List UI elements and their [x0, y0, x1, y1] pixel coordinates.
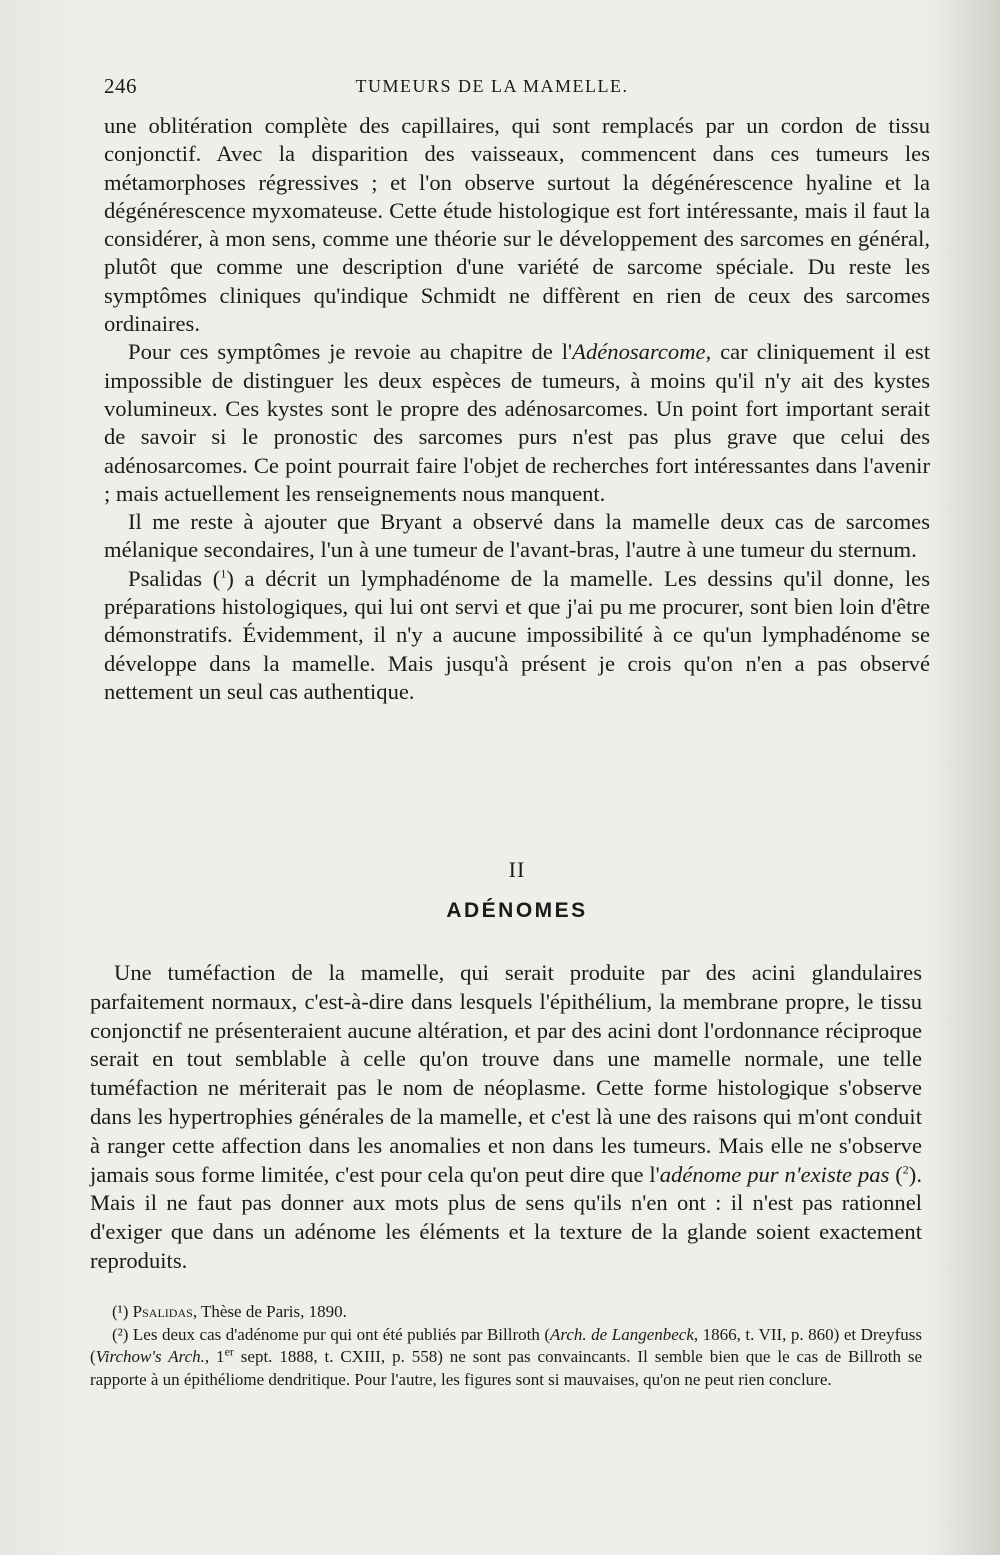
- footnote-2: [90, 1324, 922, 1392]
- paragraph-2-text-a: Pour ces symptômes je revoie au chapitre de l': [128, 339, 573, 365]
- paragraph-2-text-b: , car cliniquement il est impossible de distinguer les deux espèces de tumeurs, à moins qu'il n'y ait des kystes volumineux. Ces kystes sont le propre des adénosarcomes. Un point fort important serait de savoir si le pronostic des sarcomes purs n'est pas plus grave que celui des adénosarcomes. Ce point pourrait faire l'objet de recherches fort intéressantes dans l'avenir ; mais actuellement les renseignements nous manquent.: [104, 339, 930, 506]
- footnote-2-marker: (²): [112, 1324, 129, 1344]
- section-paragraph-text-b: ). Mais il ne faut pas donner aux mots plus de sens qu'ils n'en ont : il n'est pas rationnel d'exiger que dans un adénome les éléments et la texture de la glande soient exactement reproduits.: [90, 1161, 922, 1273]
- footnote-2-italic-a: Arch. de Langenbeck: [550, 1324, 694, 1344]
- footnote-ref-2: 2: [902, 1162, 909, 1177]
- footnote-ref-1: 1: [220, 566, 227, 581]
- section-number: II: [508, 857, 526, 882]
- page-header: [104, 74, 940, 104]
- footnote-2-text-d: sept. 1888, t. CXIII, p. 558) ne sont pas convaincants. Il semble bien que le cas de Billroth se rapporte à un épithéliome dendritique. Pour l'autre, les figures sont si mauvaises, qu'on ne peut rien conclure.: [90, 1347, 923, 1389]
- section-paragraph-1: [90, 959, 922, 1276]
- page-number: 246: [104, 74, 137, 98]
- section-paragraph-italic: adénome pur n'existe pas: [659, 1161, 890, 1187]
- page-edge-shadow: [930, 0, 1000, 1555]
- section-title: ADÉNOMES: [446, 899, 588, 922]
- paragraph-1-text: une oblitération complète des capillaires, qui sont remplacés par un cordon de tissu conjonctif. Avec la disparition des vaisseaux, commencent dans ces tumeurs les métamorphoses régressives ; et l'on observe surtout la dégénérescence hyaline et la dégénérescence myxomateuse. Cette étude histologique est fort intéressante, mais il faut la considérer, à mon sens, comme une théorie sur le développement des sarcomes en général, plutôt que comme une description d'une variété de sarcome spéciale. Du reste les symptômes cliniques qu'indique Schmidt ne diffèrent en rien de ceux des sarcomes ordinaires.: [104, 113, 930, 337]
- footnote-1-author: Psalidas: [132, 1302, 193, 1321]
- paragraph-2: [104, 338, 930, 508]
- paragraph-4: [104, 565, 930, 706]
- section-body: [90, 959, 922, 1276]
- footnote-1: [90, 1301, 922, 1324]
- footnote-2-sup: er: [224, 1344, 234, 1359]
- footnote-2-italic-b: Virchow's Arch.: [95, 1347, 205, 1366]
- paragraph-4-text-b: ) a décrit un lymphadénome de la mamelle. Les dessins qu'il donne, les préparations histologiques, qui lui ont servi et que j'ai pu me procurer, sont bien loin d'être démonstratifs. Évidemment, il n'y a aucune impossibilité à ce qu'un lymphadénome se développe dans la mamelle. Mais jusqu'à présent je crois qu'on n'en a pas observé nettement un seul cas authentique.: [104, 565, 931, 704]
- footnotes: [90, 1301, 922, 1391]
- section-paragraph-text-mid: (: [889, 1161, 903, 1187]
- paragraph-3-text: Il me reste à ajouter que Bryant a observé dans la mamelle deux cas de sarcomes mélanique secondaires, l'un à une tumeur de l'avant-bras, l'autre à une tumeur du sternum.: [104, 509, 930, 563]
- section-paragraph-text-a: Une tuméfaction de la mamelle, qui serait produite par des acini glandulaires parfaitement normaux, c'est-à-dire dans lesquels l'épithélium, la membrane propre, le tissu conjonctif ne présenteraient aucune altération, et par des acini dont l'ordonnance réciproque serait en tout semblable à celle qu'on trouve dans une mamelle normale, une telle tuméfaction ne mériterait pas le nom de néoplasme. Cette forme histologique s'observe dans les hypertrophies générales de la mamelle, et c'est là une des raisons qui m'ont conduit à ranger cette affection dans les anomalies et non dans les tumeurs. Mais elle ne s'observe jamais sous forme limitée, c'est pour cela qu'on peut dire que l': [90, 960, 922, 1187]
- footnote-2-text-b: , 1866, t. VII, p. 860) et Dreyfuss (: [90, 1324, 922, 1366]
- paragraph-3: [104, 508, 930, 565]
- footnote-2-text-a: Les deux cas d'adénome pur qui ont été publiés par Billroth (: [128, 1324, 551, 1344]
- section-heading: [104, 857, 930, 923]
- paragraph-4-text-a: Psalidas (: [128, 565, 221, 591]
- running-title: TUMEURS DE LA MAMELLE.: [355, 76, 629, 96]
- footnote-1-marker: (¹): [112, 1302, 129, 1321]
- body-text: [104, 112, 930, 706]
- footnote-1-text: , Thèse de Paris, 1890.: [192, 1302, 347, 1321]
- footnote-2-text-c: , 1: [204, 1347, 225, 1366]
- paragraph-1: [104, 112, 930, 338]
- paragraph-2-italic: Adénosarcome: [572, 339, 706, 365]
